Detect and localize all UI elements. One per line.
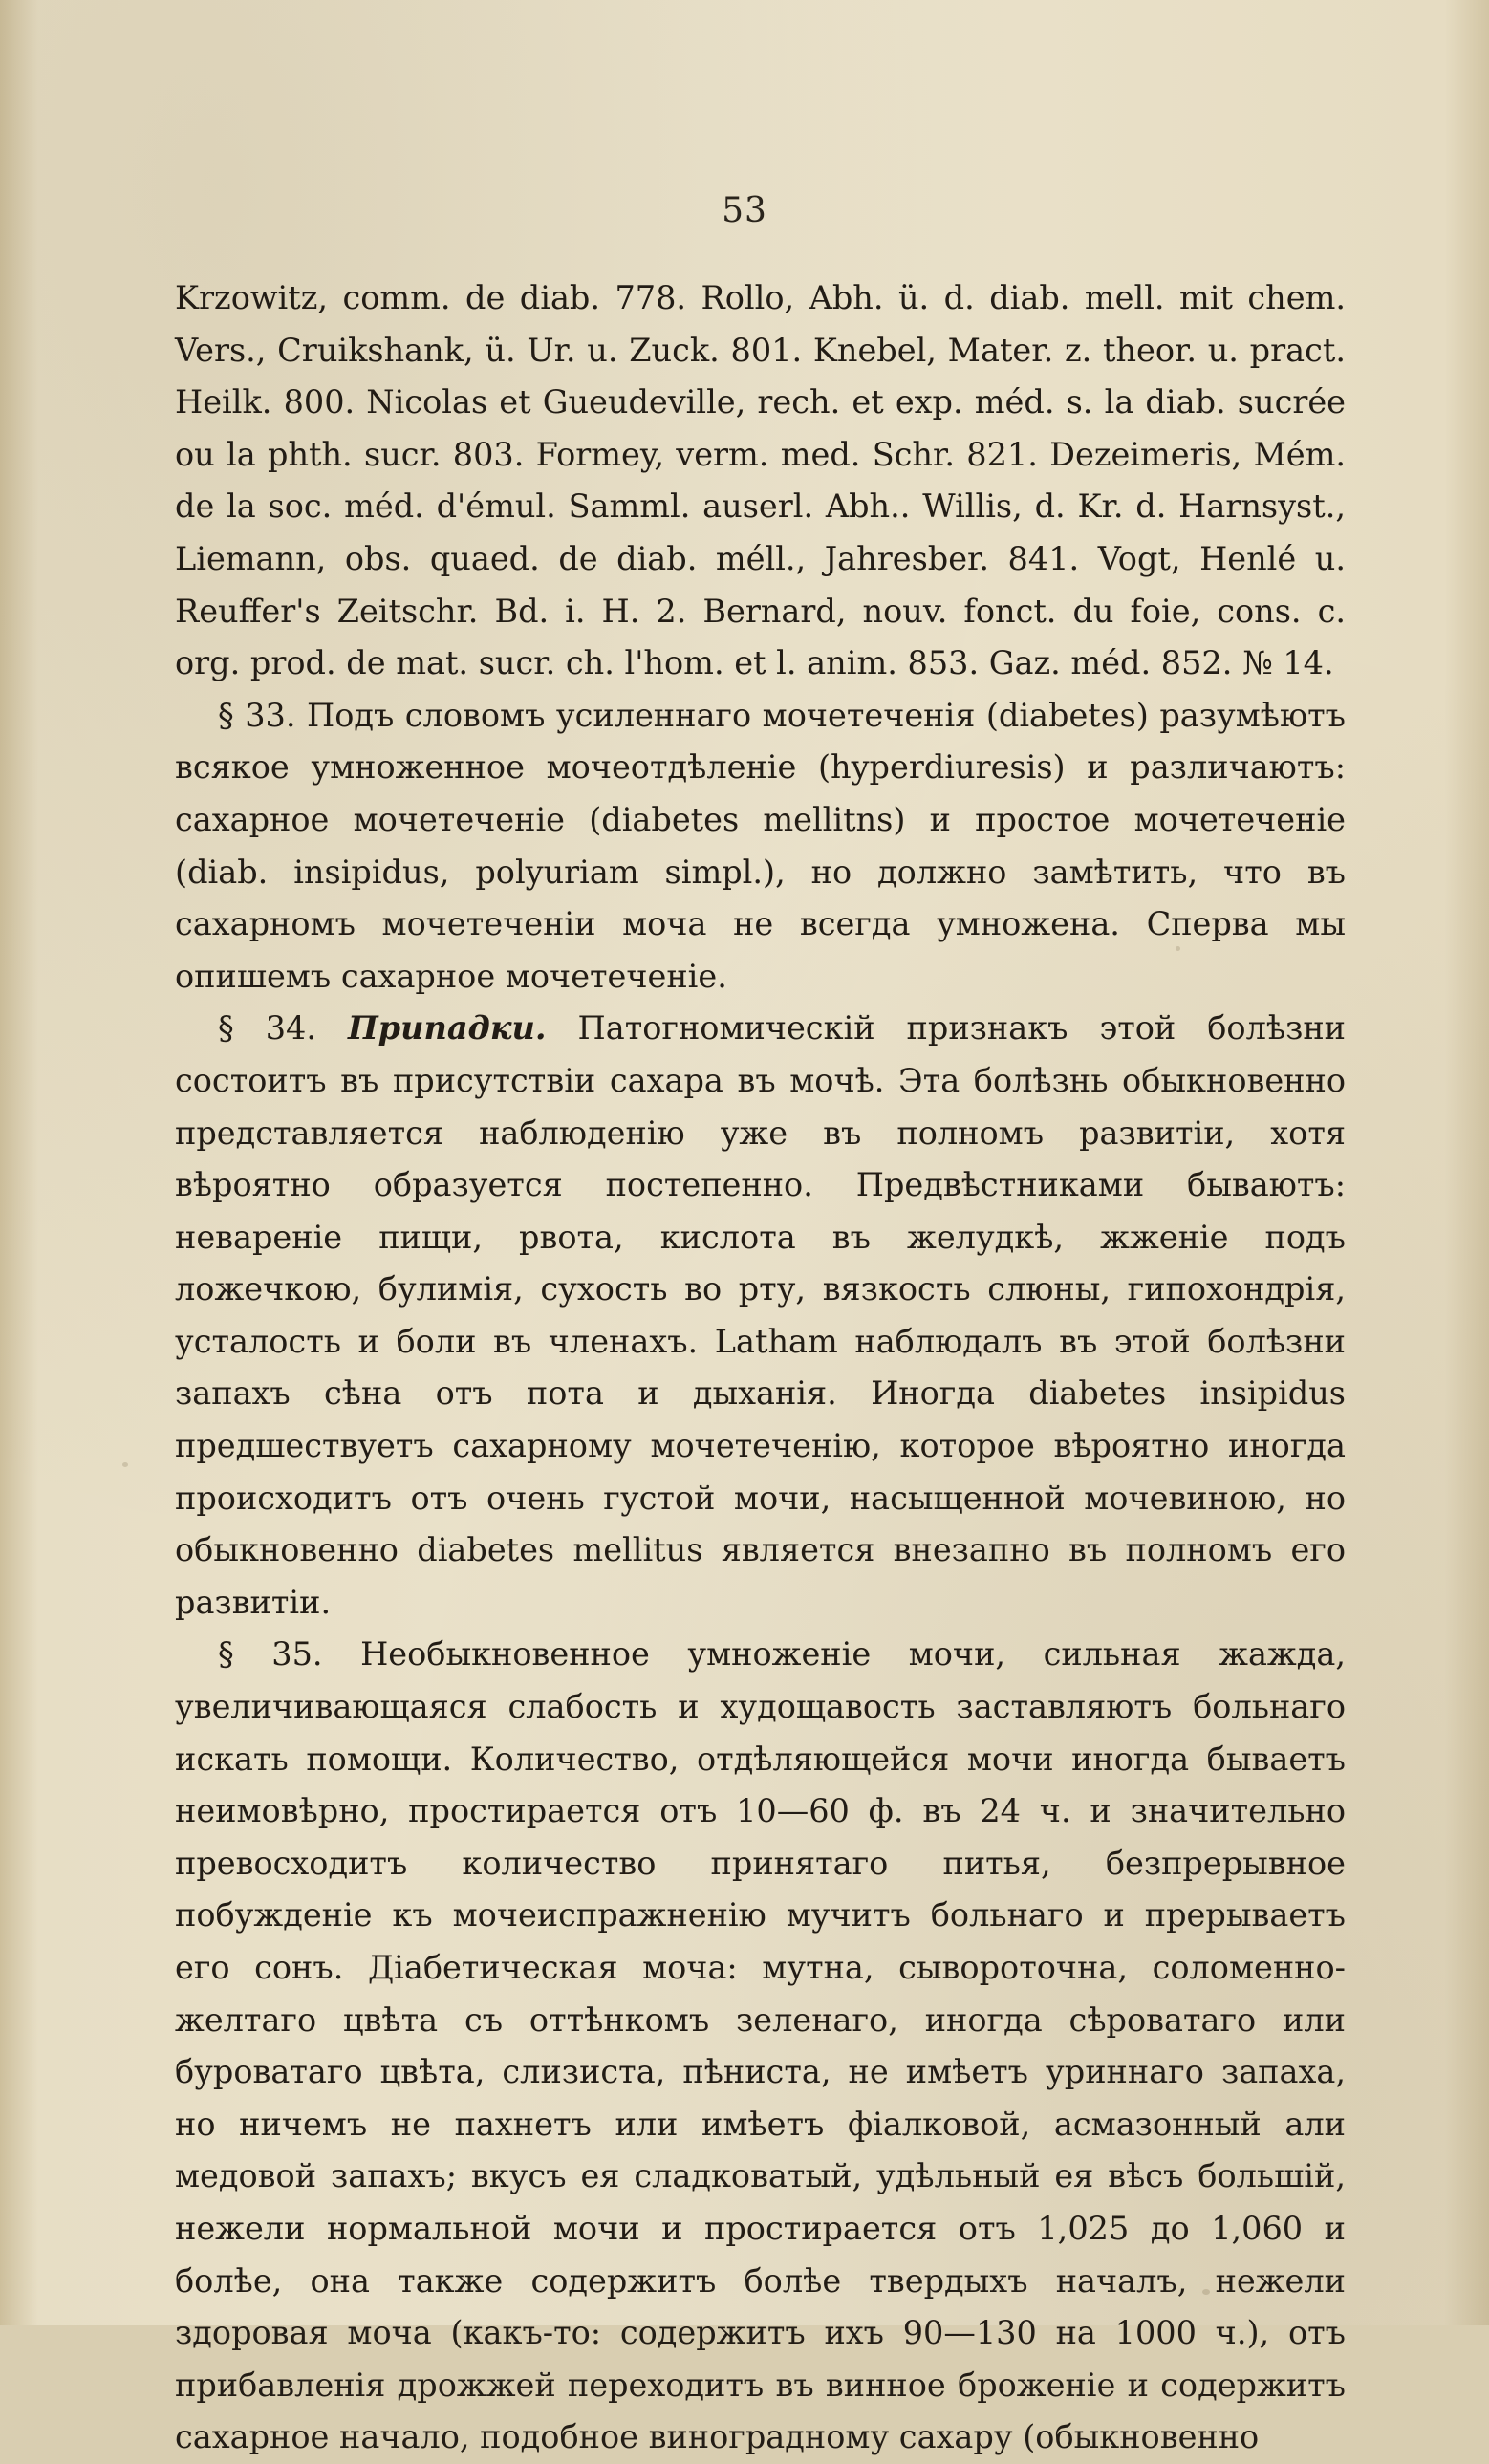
section-34-heading: Припадки. <box>348 1009 547 1048</box>
section-34-body: Патогномическій признакъ этой болѣзни состоитъ въ присутствіи сахара въ мочѣ. Эта болѣзнь обыкновенно представляется наблюденію уже въ полномъ развитіи, хотя вѣроятно образуется постепенно. Предвѣстниками бываютъ: невареніе пищи, рвота, кислота въ желудкѣ, жженіе подъ ложечкою, булимія, сухость во рту, вязкость слюны, гипохондрія, усталость и боли въ членахъ. Latham наблюдалъ въ этой болѣзни запахъ сѣна отъ пота и дыханія. Иногда diabetes insipidus предшествуетъ сахарному мочетеченію, которое вѣроятно иногда происходитъ отъ очень густой мочи, насыщенной мочевиною, но обыкновенно diabetes mellitus является внезапно въ полномъ его развитіи. <box>175 1009 1346 1621</box>
paragraph-section-34 <box>175 1003 1346 1629</box>
paper-stain <box>122 1462 128 1467</box>
page-number: 53 <box>722 191 767 230</box>
paper-stain <box>1202 2289 1210 2295</box>
section-34-number: § 34. <box>218 1009 317 1048</box>
paper-stain <box>1176 946 1180 951</box>
paragraph-section-33: § 33. Подъ словомъ усиленнаго мочетеченія (diabetes) разумѣютъ всякое умноженное мочеотдѣленіе (hyperdiuresis) и различаютъ: сахарное мочетеченіе (diabetes mellitns) и простое мочетеченіе (diab. insipidus, polyuriam simpl.), но должно замѣтить, что въ сахарномъ мочетеченіи моча не всегда умножена. Сперва мы опишемъ сахарное мочетеченіе. <box>175 696 1346 995</box>
paragraph-section-35: § 35. Необыкновенное умноженіе мочи, сильная жажда, увеличивающаяся слабость и худощавость заставляютъ больнаго искать помощи. Количество, отдѣляющейся мочи иногда бываетъ неимовѣрно, простирается отъ 10—60 ф. въ 24 ч. и значительно превосходитъ количество принятаго питья, безпрерывное побужденіе къ мочеиспражненію мучитъ больнаго и прерываетъ его сонъ. Діабетическая моча: мутна, сывороточна, соломенно-желтаго цвѣта съ оттѣнкомъ зеленаго, иногда сѣроватаго или буроватаго цвѣта, слизиста, пѣниста, не имѣетъ уриннаго запаха, но ничемъ не пахнетъ или имѣетъ фіалковой, асмазонный али медовой запахъ; вкусъ ея сладковатый, удѣльный ея вѣсъ большій, нежели нормальной мочи и простирается отъ 1,025 до 1,060 и болѣе, она также содержитъ болѣе твердыхъ началъ, нежели здоровая моча (какъ-то: содержитъ ихъ 90—130 на 1000 ч.), отъ прибавленія дрожжей переходитъ въ винное броженіе и содержитъ сахарное начало, подобное виноградному сахару (обыкновенно <box>175 1635 1346 2456</box>
text-block <box>175 272 1346 2464</box>
paragraph-bibliography: Krzowitz, comm. de diab. 778. Rollo, Abh. ü. d. diab. mell. mit chem. Vers., Cruikshank, ü. Ur. u. Zuck. 801. Knebel, Mater. z. theor. u. pract. Heilk. 800. Nicolas et Gueudeville, rech. et exp. méd. s. la diab. sucrée ou la phth. sucr. 803. Formey, verm. med. Schr. 821. Dezeimeris, Mém. de la soc. méd. d'émul. Samml. auserl. Abh.. Willis, d. Kr. d. Harnsyst., Liemann, obs. quaed. de diab. méll., Jahresber. 841. Vogt, Henlé u. Reuffer's Zeitschr. Bd. i. H. 2. Bernard, nouv. fonct. du foie, cons. c. org. prod. de mat. sucr. ch. l'hom. et l. anim. 853. Gaz. méd. 852. № 14. <box>175 279 1346 682</box>
